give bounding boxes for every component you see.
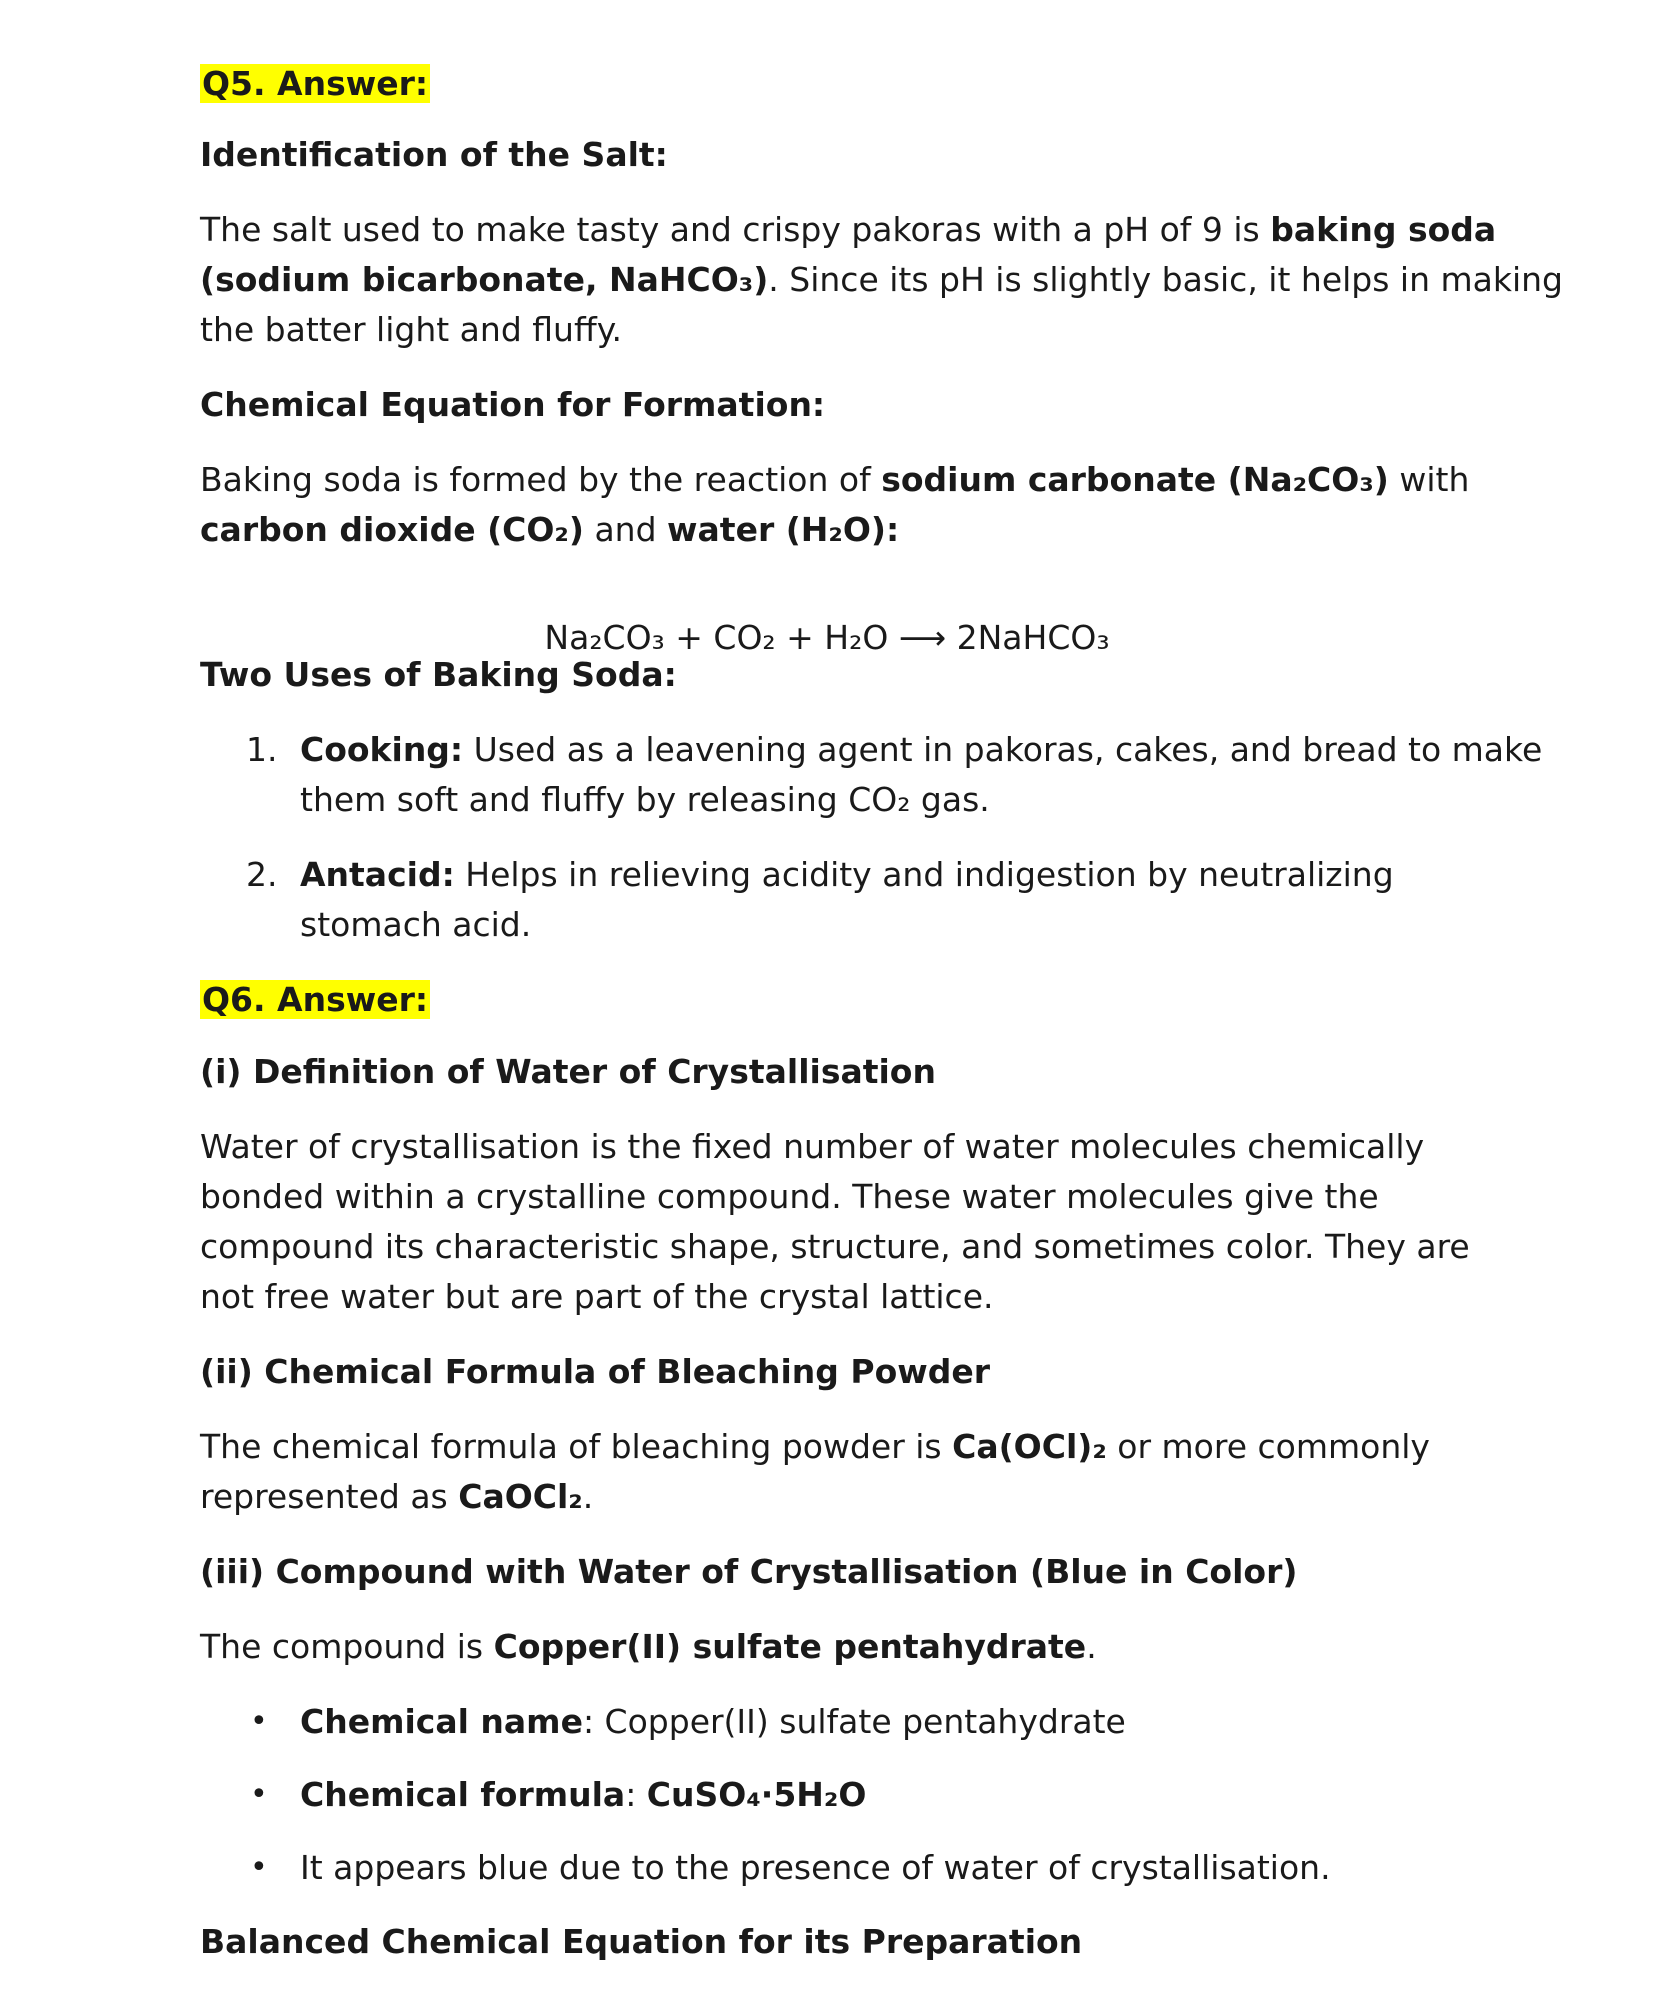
text-span: with	[1388, 460, 1470, 499]
bullet-chemical-formula	[300, 1770, 866, 1820]
bold-span: CaOCl₂	[458, 1477, 583, 1516]
text-span: The salt used to make tasty and crispy pakoras with a pH of 9 is	[200, 210, 1271, 249]
bold-span: Ca(OCl)₂	[952, 1427, 1107, 1466]
identification-line-1	[200, 205, 1496, 255]
identification-line-3: the batter light and fluffy.	[200, 310, 623, 349]
bullet-chemical-name	[300, 1697, 1126, 1747]
bleaching-heading: (ii) Chemical Formula of Bleaching Powder	[200, 1352, 991, 1391]
text-span: The compound is	[200, 1627, 494, 1666]
bullet-icon: •	[250, 1850, 268, 1885]
bold-span: (sodium bicarbonate, NaHCO₃)	[200, 260, 769, 299]
definition-line-1: Water of crystallisation is the fixed number of water molecules chemically	[200, 1127, 1425, 1166]
use-2-number: 2.	[246, 855, 278, 894]
bold-span: Chemical formula	[300, 1775, 626, 1814]
definition-heading: (i) Definition of Water of Crystallisation	[200, 1052, 936, 1091]
preparation-heading: Balanced Chemical Equation for its Preparation	[200, 1922, 1083, 1961]
text-span: .	[1086, 1627, 1097, 1666]
definition-line-2: bonded within a crystalline compound. These water molecules give the	[200, 1177, 1379, 1216]
bold-span: carbon dioxide (CO₂)	[200, 510, 584, 549]
bold-span: Cooking:	[300, 730, 464, 769]
q5-heading-highlight: Q5. Answer:	[202, 64, 429, 103]
text-span: or more commonly	[1106, 1427, 1430, 1466]
text-span: represented as	[200, 1477, 459, 1516]
q6-heading	[200, 975, 430, 1025]
text-span: Baking soda is formed by the reaction of	[200, 460, 882, 499]
text-span: and	[583, 510, 668, 549]
q5-heading	[200, 59, 430, 109]
text-span: Used as a leavening agent in pakoras, cakes, and bread to make	[463, 730, 1543, 769]
formation-line-1	[200, 455, 1469, 505]
q6-heading-highlight: Q6. Answer:	[202, 980, 429, 1019]
use-1-line-1	[300, 725, 1542, 775]
equation-heading: Chemical Equation for Formation:	[200, 385, 826, 424]
bullet-icon: •	[250, 1704, 268, 1739]
text-span: :	[625, 1775, 647, 1814]
text-span: : Copper(II) sulfate pentahydrate	[582, 1702, 1126, 1741]
formation-line-2	[200, 505, 899, 555]
use-1-line-2: them soft and fluffy by releasing CO₂ gas.	[300, 780, 990, 819]
text-span: The chemical formula of bleaching powder is	[200, 1427, 953, 1466]
text-span: . Since its pH is slightly basic, it helps in making	[768, 260, 1564, 299]
bullet-blue-appearance: It appears blue due to the presence of water of crystallisation.	[300, 1848, 1331, 1887]
bold-span: sodium carbonate (Na₂CO₃)	[881, 460, 1389, 499]
use-2-line-2: stomach acid.	[300, 905, 532, 944]
definition-line-3: compound its characteristic shape, structure, and sometimes color. They are	[200, 1227, 1470, 1266]
uses-heading: Two Uses of Baking Soda:	[200, 655, 677, 694]
compound-line-1	[200, 1622, 1097, 1672]
bold-span: baking soda	[1270, 210, 1497, 249]
text-span: .	[582, 1477, 594, 1516]
bold-span: water (H₂O):	[667, 510, 900, 549]
bullet-icon: •	[250, 1777, 268, 1812]
use-2-line-1	[300, 850, 1394, 900]
bleaching-line-1	[200, 1422, 1430, 1472]
text-span: Helps in relieving acidity and indigestion by neutralizing	[454, 855, 1394, 894]
formation-equation: Na₂CO₃ + CO₂ + H₂O ⟶ 2NaHCO₃	[544, 618, 1110, 657]
use-1-number: 1.	[246, 730, 278, 769]
definition-line-4: not free water but are part of the crystal lattice.	[200, 1277, 994, 1316]
bold-span: Copper(II) sulfate pentahydrate	[493, 1627, 1087, 1666]
identification-line-2	[200, 255, 1563, 305]
compound-heading: (iii) Compound with Water of Crystallisation (Blue in Color)	[200, 1552, 1298, 1591]
bleaching-line-2	[200, 1472, 593, 1522]
bold-span: CuSO₄·5H₂O	[646, 1775, 867, 1814]
bold-span: Antacid:	[300, 855, 455, 894]
identification-heading: Identification of the Salt:	[200, 135, 668, 174]
bold-span: Chemical name	[300, 1702, 583, 1741]
